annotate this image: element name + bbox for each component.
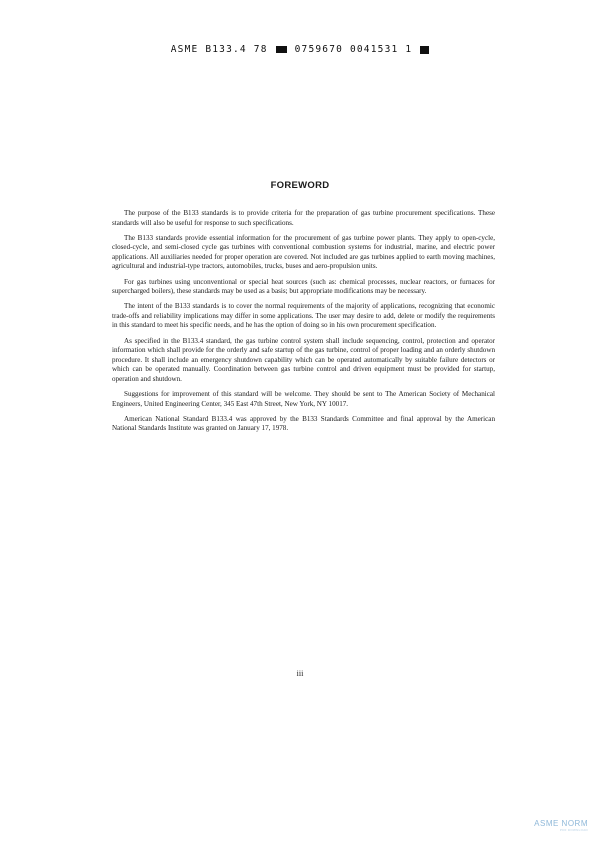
paragraph: The B133 standards provide essential information for the procurement of gas turbine power plants. They apply to open-cycle, closed-cycle, and semi-closed cycle gas turbines with conventional combustion systems for industrial, marine, and electric power applications. All auxiliaries needed for proper operation are covered. Not included are gas turbines applied to earth moving machines, agricultural and industrial-type tractors, automobiles, trucks, buses and aero-propulsion units. bbox=[112, 233, 495, 271]
page-title: FOREWORD bbox=[270, 180, 330, 191]
foreword-body bbox=[112, 209, 495, 439]
header-code-left: ASME B133.4 78 bbox=[170, 44, 268, 55]
paragraph: American National Standard B133.4 was approved by the B133 Standards Committee and final approval by the American National Standards Institute was granted on January 17, 1978. bbox=[112, 414, 495, 433]
black-square-mark bbox=[420, 46, 429, 54]
watermark-logo bbox=[534, 819, 588, 832]
page-number: iii bbox=[296, 669, 304, 678]
paragraph: The purpose of the B133 standards is to provide criteria for the preparation of gas turbine procurement specifications. These standards will also be useful for response to such specifications. bbox=[112, 209, 495, 227]
watermark-subtitle: PDF DOWNLOAD bbox=[559, 828, 588, 832]
watermark-brand: ASME NORM bbox=[534, 819, 588, 828]
black-block-mark bbox=[276, 46, 287, 53]
paragraph: Suggestions for improvement of this standard will be welcome. They should be sent to The American Society of Mechanical Engineers, United Engineering Center, 345 East 47th Street, New York, NY 10017. bbox=[112, 390, 495, 408]
document-header-code bbox=[0, 44, 600, 55]
header-code-mid: 0759670 0041531 1 bbox=[294, 44, 413, 55]
paragraph: As specified in the B133.4 standard, the gas turbine control system shall include sequencing, control, protection and operator information which shall provide for the orderly and safe startup of the gas turbine, control of proper loading and an orderly shutdown procedure. It shall include an emergency shutdown capability which can be operated automatically by suitable failure detectors or which can be operated manually. Coordination between gas turbine control and driven equipment must be provided for startup, operation and shutdown. bbox=[112, 336, 495, 383]
paragraph: For gas turbines using unconventional or special heat sources (such as: chemical processes, nuclear reactors, or furnaces for supercharged boilers), these standards may be used as a basis; but appropriate modifications may be necessary. bbox=[112, 277, 495, 296]
paragraph: The intent of the B133 standards is to cover the normal requirements of the majority of applications, recognizing that economic trade-offs and reliability implications may differ in some applications. The user may desire to add, delete or modify the requirements in this standard to meet his specific needs, and he has the option of doing so in his own procurement specification. bbox=[112, 302, 495, 330]
